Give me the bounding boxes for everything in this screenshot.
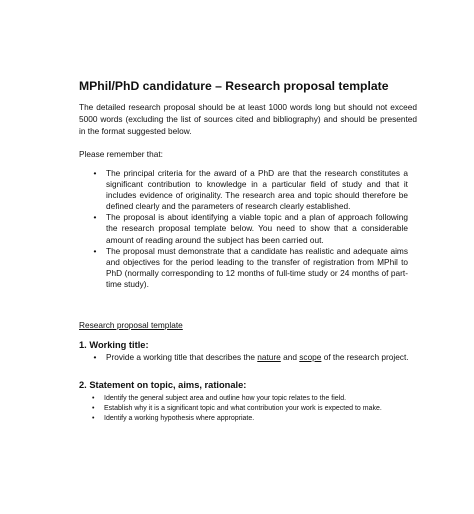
list-item-text: The proposal is about identifying a viable topic and a plan of approach following the research proposal template below. You need to show that a considerable amount of reading around the subject has been carried out. xyxy=(106,212,408,245)
section-heading-working-title: 1. Working title: xyxy=(79,340,149,350)
list-item xyxy=(92,246,408,290)
working-title-list xyxy=(92,352,414,364)
list-item-text: Establish why it is a significant topic and what contribution your work is expected to make. xyxy=(104,405,382,413)
bullet-icon: • xyxy=(92,415,95,423)
remember-label: Please remember that: xyxy=(79,149,163,159)
list-item-text-part: Provide a working title that describes the xyxy=(106,352,258,362)
list-item-text: The proposal must demonstrate that a candidate has realistic and adequate aims and objectives for the period leading to the transfer of registration from MPhil to PhD (normally corresponding to 12 months of full-time study or 24 months of part-time study). xyxy=(106,245,408,289)
underlined-word-scope: scope xyxy=(299,352,322,362)
list-item-text: The principal criteria for the award of a PhD are that the research constitutes a significant contribution to knowledge in a particular field of study and that it includes evidence of originality. The research area and topic should therefore be defined clearly and the parameters of research clearly established. xyxy=(106,168,408,212)
list-item-text-part: and xyxy=(280,352,300,362)
underlined-word-nature: nature xyxy=(257,352,281,362)
list-item xyxy=(92,404,422,414)
list-item xyxy=(92,352,414,364)
list-item-text: Identify the general subject area and outline how your topic relates to the field. xyxy=(104,395,347,402)
list-item xyxy=(92,414,422,424)
bullet-icon: • xyxy=(93,245,97,256)
list-item xyxy=(92,212,408,245)
section-heading-statement: 2. Statement on topic, aims, rationale: xyxy=(79,380,247,390)
bullet-icon: • xyxy=(93,168,97,178)
template-heading: Research proposal template xyxy=(79,320,183,330)
bullet-icon: • xyxy=(93,212,97,223)
criteria-list xyxy=(92,168,408,290)
bullet-icon: • xyxy=(92,395,95,402)
list-item xyxy=(92,394,422,404)
intro-paragraph: The detailed research proposal should be at least 1000 words long but should not exceed 5000 words (excluding the list of sources cited and bibliography) and should be presented in the format suggested below. xyxy=(79,102,417,137)
list-item xyxy=(92,168,408,212)
document-title: MPhil/PhD candidature – Research proposal template xyxy=(79,79,389,93)
list-item-text-part: of the research project. xyxy=(321,352,409,362)
list-item-text: Identify a working hypothesis where appropriate. xyxy=(104,415,255,423)
bullet-icon: • xyxy=(93,352,97,362)
bullet-icon: • xyxy=(92,405,95,413)
statement-list xyxy=(92,394,422,425)
